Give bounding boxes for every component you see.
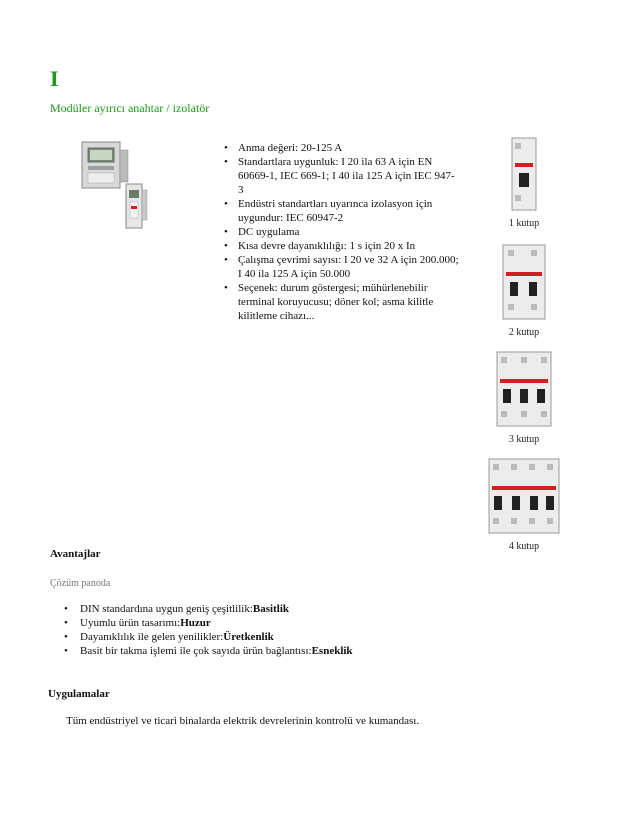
pole-4-figure — [479, 458, 569, 552]
pole-4-caption: 4 kutup — [508, 541, 540, 552]
product-photo-meter — [80, 140, 160, 232]
benefit-item: • Basit bir takma işlemi ile çok sayıda ürün bağlantısı:Esneklik — [64, 644, 353, 658]
applications-heading: Uygulamalar — [48, 688, 110, 700]
benefit-item: • Uyumlu ürün tasarımı:Huzur — [64, 616, 353, 630]
breaker-2-pole-image — [501, 244, 547, 320]
benefit-item: • DIN standardına uygun geniş çeşitlilik:Basitlik — [64, 602, 353, 616]
breaker-3-pole-image — [495, 351, 553, 427]
feature-item: • DC uygulama — [224, 225, 460, 239]
benefit-list — [64, 602, 353, 658]
feature-item: • Çalışma çevrimi sayısı: I 20 ve 32 A için 200.000; I 40 ila 125 A için 50.000 — [224, 253, 460, 281]
pole-1-figure — [479, 137, 569, 229]
page-subtitle: Modüler ayırıcı anahtar / izolatör — [50, 101, 210, 115]
pole-1-caption: 1 kutup — [508, 218, 540, 229]
breaker-1-pole-image — [509, 137, 539, 211]
pole-3-caption: 3 kutup — [508, 434, 540, 445]
feature-item: • Anma değeri: 20-125 A — [224, 141, 460, 155]
feature-item: • Standartlara uygunluk: I 20 ila 63 A için EN 60669-1, IEC 669-1; I 40 ila 125 A için IEC 947-3 — [224, 155, 460, 197]
benefit-item: • Dayanıklılık ile gelen yenilikler:Üretkenlik — [64, 630, 353, 644]
breaker-4-pole-image — [487, 458, 561, 534]
page-title: I — [50, 66, 59, 91]
feature-item: • Endüstri standartları uyarınca izolasyon için uygundur: IEC 60947-2 — [224, 197, 460, 225]
feature-list — [224, 141, 460, 323]
feature-item: • Kısa devre dayanıklılığı: 1 s için 20 x In — [224, 239, 460, 253]
feature-item: • Seçenek: durum göstergesi; mühürlenebilir terminal koruyucusu; döner kol; asma kilitle kilitleme cihazı... — [224, 281, 460, 323]
pole-3-figure — [479, 351, 569, 445]
applications-text: Tüm endüstriyel ve ticari binalarda elektrik devrelerinin kontrolü ve kumandası. — [66, 715, 420, 727]
advantages-heading: Avantajlar — [50, 548, 101, 560]
advantages-subtitle: Çözüm panoda — [50, 578, 111, 589]
pole-2-figure — [479, 244, 569, 338]
pole-2-caption: 2 kutup — [508, 327, 540, 338]
